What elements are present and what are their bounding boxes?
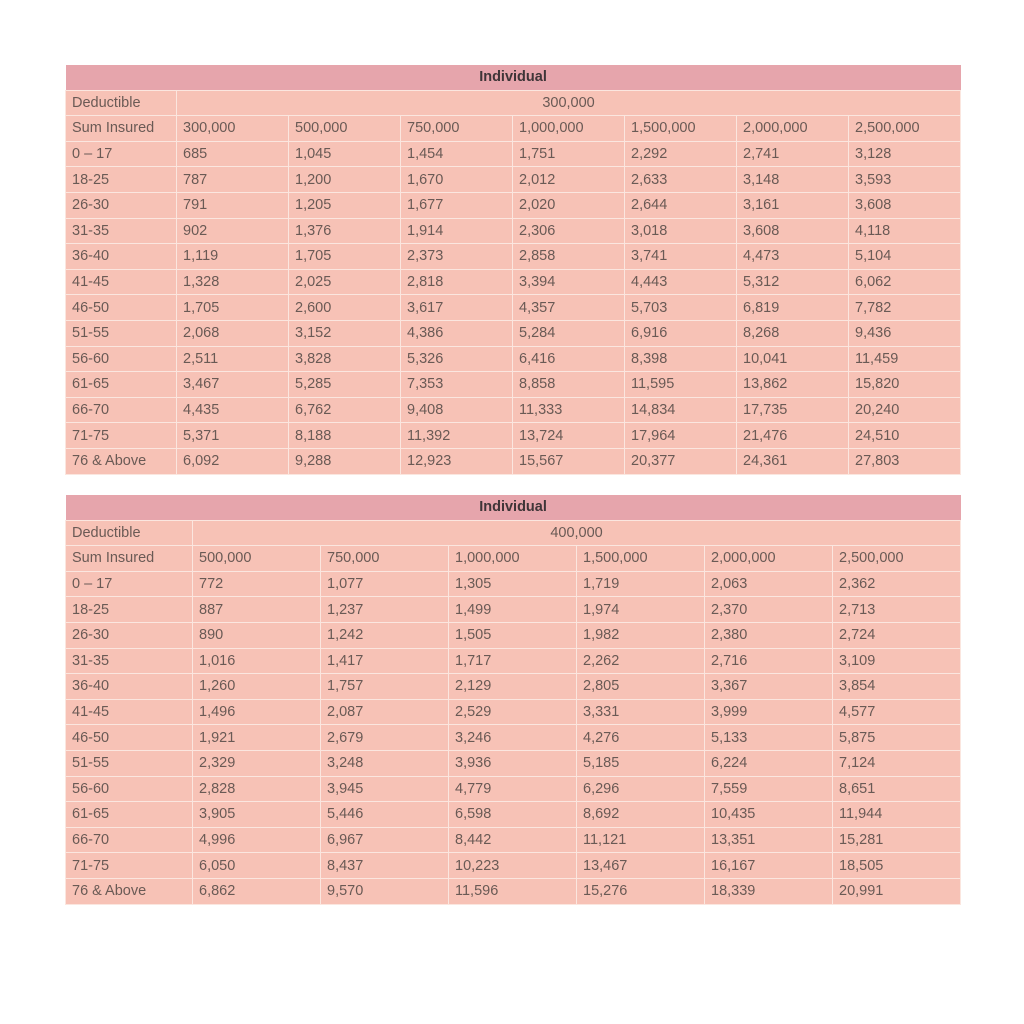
age-band-label: 61-65 <box>66 372 177 398</box>
table-row <box>66 725 961 751</box>
premium-cell: 27,803 <box>849 448 961 474</box>
premium-cell: 3,128 <box>849 141 961 167</box>
premium-cell: 3,018 <box>625 218 737 244</box>
premium-cell: 6,092 <box>177 448 289 474</box>
premium-cell: 2,380 <box>705 622 833 648</box>
premium-cell: 11,596 <box>449 878 577 904</box>
premium-cell: 1,016 <box>193 648 321 674</box>
age-band-label: 51-55 <box>66 750 193 776</box>
premium-cell: 4,357 <box>513 295 625 321</box>
premium-cell: 8,858 <box>513 372 625 398</box>
premium-cell: 5,326 <box>401 346 513 372</box>
premium-cell: 9,570 <box>321 878 449 904</box>
table-row <box>66 295 961 321</box>
sum-insured-header: 500,000 <box>289 116 401 142</box>
premium-cell: 5,133 <box>705 725 833 751</box>
table-row <box>66 648 961 674</box>
table-row <box>66 346 961 372</box>
premium-cell: 2,306 <box>513 218 625 244</box>
premium-cell: 1,705 <box>177 295 289 321</box>
premium-cell: 18,339 <box>705 878 833 904</box>
age-band-label: 66-70 <box>66 827 193 853</box>
premium-cell: 1,237 <box>321 597 449 623</box>
premium-cell: 2,679 <box>321 725 449 751</box>
deductible-value: 300,000 <box>177 90 961 116</box>
premium-cell: 890 <box>193 622 321 648</box>
premium-cell: 11,944 <box>833 802 961 828</box>
premium-cell: 6,062 <box>849 269 961 295</box>
premium-cell: 3,593 <box>849 167 961 193</box>
table-row <box>66 397 961 423</box>
premium-cell: 7,353 <box>401 372 513 398</box>
premium-cell: 1,260 <box>193 674 321 700</box>
premium-cell: 14,834 <box>625 397 737 423</box>
premium-table-deductible-300000 <box>65 65 961 475</box>
table-row <box>66 827 961 853</box>
premium-cell: 791 <box>177 192 289 218</box>
premium-cell: 2,129 <box>449 674 577 700</box>
premium-cell: 9,408 <box>401 397 513 423</box>
premium-cell: 3,246 <box>449 725 577 751</box>
premium-cell: 2,370 <box>705 597 833 623</box>
premium-cell: 10,041 <box>737 346 849 372</box>
premium-cell: 2,012 <box>513 167 625 193</box>
age-band-label: 66-70 <box>66 397 177 423</box>
premium-cell: 5,875 <box>833 725 961 751</box>
premium-cell: 5,371 <box>177 423 289 449</box>
age-band-label: 31-35 <box>66 648 193 674</box>
premium-cell: 15,281 <box>833 827 961 853</box>
age-band-label: 76 & Above <box>66 878 193 904</box>
premium-cell: 5,185 <box>577 750 705 776</box>
age-band-label: 71-75 <box>66 423 177 449</box>
premium-cell: 3,161 <box>737 192 849 218</box>
premium-cell: 6,598 <box>449 802 577 828</box>
sum-insured-header: 2,500,000 <box>833 546 961 572</box>
premium-cell: 4,386 <box>401 320 513 346</box>
premium-cell: 2,087 <box>321 699 449 725</box>
deductible-label: Deductible <box>66 520 193 546</box>
premium-cell: 8,268 <box>737 320 849 346</box>
premium-cell: 13,351 <box>705 827 833 853</box>
premium-cell: 6,916 <box>625 320 737 346</box>
premium-cell: 11,121 <box>577 827 705 853</box>
table-row <box>66 192 961 218</box>
premium-cell: 5,703 <box>625 295 737 321</box>
age-band-label: 41-45 <box>66 699 193 725</box>
premium-cell: 2,716 <box>705 648 833 674</box>
premium-cell: 3,467 <box>177 372 289 398</box>
premium-cell: 2,741 <box>737 141 849 167</box>
age-band-label: 51-55 <box>66 320 177 346</box>
premium-cell: 6,862 <box>193 878 321 904</box>
premium-cell: 20,240 <box>849 397 961 423</box>
premium-cell: 685 <box>177 141 289 167</box>
premium-cell: 1,719 <box>577 571 705 597</box>
premium-cell: 3,999 <box>705 699 833 725</box>
premium-cell: 3,608 <box>737 218 849 244</box>
premium-cell: 902 <box>177 218 289 244</box>
age-band-label: 0 – 17 <box>66 141 177 167</box>
premium-cell: 6,296 <box>577 776 705 802</box>
premium-cell: 13,862 <box>737 372 849 398</box>
premium-cell: 2,292 <box>625 141 737 167</box>
table-row <box>66 372 961 398</box>
premium-cell: 1,717 <box>449 648 577 674</box>
premium-cell: 13,724 <box>513 423 625 449</box>
premium-cell: 1,921 <box>193 725 321 751</box>
age-band-label: 76 & Above <box>66 448 177 474</box>
premium-cell: 2,373 <box>401 244 513 270</box>
premium-cell: 1,914 <box>401 218 513 244</box>
premium-cell: 6,416 <box>513 346 625 372</box>
premium-cell: 2,362 <box>833 571 961 597</box>
premium-cell: 24,361 <box>737 448 849 474</box>
premium-cell: 4,435 <box>177 397 289 423</box>
premium-cell: 2,262 <box>577 648 705 674</box>
premium-cell: 11,392 <box>401 423 513 449</box>
premium-cell: 2,063 <box>705 571 833 597</box>
premium-cell: 7,559 <box>705 776 833 802</box>
age-band-label: 71-75 <box>66 853 193 879</box>
premium-cell: 4,118 <box>849 218 961 244</box>
premium-cell: 3,152 <box>289 320 401 346</box>
premium-cell: 3,741 <box>625 244 737 270</box>
premium-cell: 3,248 <box>321 750 449 776</box>
premium-cell: 3,617 <box>401 295 513 321</box>
table-row <box>66 802 961 828</box>
deductible-value: 400,000 <box>193 520 961 546</box>
sum-insured-header: 750,000 <box>401 116 513 142</box>
premium-cell: 4,996 <box>193 827 321 853</box>
table-row <box>66 776 961 802</box>
sum-insured-header: 1,500,000 <box>577 546 705 572</box>
table-row <box>66 141 961 167</box>
table-row <box>66 597 961 623</box>
premium-cell: 2,020 <box>513 192 625 218</box>
premium-cell: 3,608 <box>849 192 961 218</box>
premium-cell: 8,442 <box>449 827 577 853</box>
premium-cell: 8,437 <box>321 853 449 879</box>
premium-cell: 3,936 <box>449 750 577 776</box>
premium-cell: 1,454 <box>401 141 513 167</box>
sum-insured-row <box>66 546 961 572</box>
table-row <box>66 853 961 879</box>
sum-insured-row <box>66 116 961 142</box>
premium-cell: 1,119 <box>177 244 289 270</box>
premium-cell: 2,633 <box>625 167 737 193</box>
premium-cell: 2,858 <box>513 244 625 270</box>
age-band-label: 46-50 <box>66 725 193 751</box>
table-row <box>66 244 961 270</box>
table-title: Individual <box>66 65 961 90</box>
premium-cell: 10,223 <box>449 853 577 879</box>
premium-cell: 20,991 <box>833 878 961 904</box>
premium-cell: 1,077 <box>321 571 449 597</box>
premium-cell: 2,805 <box>577 674 705 700</box>
premium-cell: 13,467 <box>577 853 705 879</box>
premium-cell: 1,417 <box>321 648 449 674</box>
age-band-label: 36-40 <box>66 244 177 270</box>
sum-insured-header: 1,000,000 <box>513 116 625 142</box>
table-row <box>66 622 961 648</box>
premium-cell: 15,820 <box>849 372 961 398</box>
deductible-row <box>66 520 961 546</box>
premium-cell: 11,333 <box>513 397 625 423</box>
premium-cell: 1,200 <box>289 167 401 193</box>
premium-cell: 787 <box>177 167 289 193</box>
premium-cell: 24,510 <box>849 423 961 449</box>
table-row <box>66 571 961 597</box>
premium-cell: 887 <box>193 597 321 623</box>
deductible-label: Deductible <box>66 90 177 116</box>
table-row <box>66 750 961 776</box>
premium-cell: 3,945 <box>321 776 449 802</box>
premium-cell: 3,331 <box>577 699 705 725</box>
premium-cell: 21,476 <box>737 423 849 449</box>
premium-cell: 6,819 <box>737 295 849 321</box>
premium-cell: 4,473 <box>737 244 849 270</box>
premium-cell: 2,329 <box>193 750 321 776</box>
premium-cell: 1,677 <box>401 192 513 218</box>
age-band-label: 61-65 <box>66 802 193 828</box>
table-row <box>66 320 961 346</box>
age-band-label: 31-35 <box>66 218 177 244</box>
table-title: Individual <box>66 495 961 520</box>
premium-cell: 1,974 <box>577 597 705 623</box>
premium-cell: 16,167 <box>705 853 833 879</box>
premium-cell: 6,967 <box>321 827 449 853</box>
premium-cell: 7,124 <box>833 750 961 776</box>
premium-cell: 15,567 <box>513 448 625 474</box>
premium-cell: 4,577 <box>833 699 961 725</box>
premium-cell: 2,828 <box>193 776 321 802</box>
premium-cell: 2,529 <box>449 699 577 725</box>
premium-cell: 2,511 <box>177 346 289 372</box>
table-row <box>66 167 961 193</box>
table-row <box>66 269 961 295</box>
sum-insured-header: 2,500,000 <box>849 116 961 142</box>
premium-cell: 6,050 <box>193 853 321 879</box>
premium-cell: 1,982 <box>577 622 705 648</box>
age-band-label: 18-25 <box>66 167 177 193</box>
table-row <box>66 423 961 449</box>
premium-cell: 2,068 <box>177 320 289 346</box>
premium-cell: 1,751 <box>513 141 625 167</box>
sum-insured-header: 300,000 <box>177 116 289 142</box>
premium-cell: 5,284 <box>513 320 625 346</box>
premium-cell: 5,312 <box>737 269 849 295</box>
sum-insured-header: 2,000,000 <box>705 546 833 572</box>
age-band-label: 56-60 <box>66 776 193 802</box>
age-band-label: 26-30 <box>66 192 177 218</box>
table-title-row <box>66 495 961 520</box>
premium-cell: 2,818 <box>401 269 513 295</box>
sum-insured-header: 1,000,000 <box>449 546 577 572</box>
premium-cell: 1,670 <box>401 167 513 193</box>
age-band-label: 56-60 <box>66 346 177 372</box>
table-row <box>66 674 961 700</box>
sum-insured-label: Sum Insured <box>66 116 177 142</box>
table-row <box>66 448 961 474</box>
sum-insured-header: 500,000 <box>193 546 321 572</box>
premium-cell: 9,436 <box>849 320 961 346</box>
age-band-label: 26-30 <box>66 622 193 648</box>
premium-cell: 3,854 <box>833 674 961 700</box>
premium-cell: 4,779 <box>449 776 577 802</box>
premium-cell: 5,285 <box>289 372 401 398</box>
premium-cell: 7,782 <box>849 295 961 321</box>
premium-cell: 1,305 <box>449 571 577 597</box>
premium-cell: 1,205 <box>289 192 401 218</box>
premium-cell: 3,394 <box>513 269 625 295</box>
age-band-label: 36-40 <box>66 674 193 700</box>
table-body <box>66 495 961 904</box>
sum-insured-label: Sum Insured <box>66 546 193 572</box>
table-row <box>66 699 961 725</box>
sum-insured-header: 2,000,000 <box>737 116 849 142</box>
premium-cell: 1,705 <box>289 244 401 270</box>
premium-cell: 1,499 <box>449 597 577 623</box>
premium-cell: 8,651 <box>833 776 961 802</box>
premium-cell: 1,496 <box>193 699 321 725</box>
premium-cell: 3,828 <box>289 346 401 372</box>
premium-cell: 18,505 <box>833 853 961 879</box>
premium-cell: 3,905 <box>193 802 321 828</box>
premium-cell: 2,724 <box>833 622 961 648</box>
premium-cell: 6,762 <box>289 397 401 423</box>
age-band-label: 18-25 <box>66 597 193 623</box>
premium-cell: 4,443 <box>625 269 737 295</box>
premium-cell: 4,276 <box>577 725 705 751</box>
age-band-label: 0 – 17 <box>66 571 193 597</box>
premium-cell: 8,692 <box>577 802 705 828</box>
sum-insured-header: 750,000 <box>321 546 449 572</box>
table-row <box>66 878 961 904</box>
premium-cell: 1,328 <box>177 269 289 295</box>
premium-cell: 1,045 <box>289 141 401 167</box>
premium-cell: 11,595 <box>625 372 737 398</box>
premium-cell: 2,025 <box>289 269 401 295</box>
premium-cell: 17,735 <box>737 397 849 423</box>
table-body <box>66 65 961 474</box>
premium-cell: 772 <box>193 571 321 597</box>
premium-cell: 3,109 <box>833 648 961 674</box>
premium-cell: 11,459 <box>849 346 961 372</box>
age-band-label: 41-45 <box>66 269 177 295</box>
premium-cell: 8,398 <box>625 346 737 372</box>
premium-cell: 6,224 <box>705 750 833 776</box>
premium-cell: 10,435 <box>705 802 833 828</box>
premium-cell: 1,242 <box>321 622 449 648</box>
premium-cell: 3,367 <box>705 674 833 700</box>
table-title-row <box>66 65 961 90</box>
premium-table-deductible-400000 <box>65 495 961 905</box>
premium-cell: 1,505 <box>449 622 577 648</box>
premium-cell: 1,376 <box>289 218 401 244</box>
table-row <box>66 218 961 244</box>
premium-cell: 2,600 <box>289 295 401 321</box>
deductible-row <box>66 90 961 116</box>
sum-insured-header: 1,500,000 <box>625 116 737 142</box>
premium-cell: 2,713 <box>833 597 961 623</box>
premium-cell: 1,757 <box>321 674 449 700</box>
premium-cell: 12,923 <box>401 448 513 474</box>
premium-cell: 9,288 <box>289 448 401 474</box>
premium-cell: 8,188 <box>289 423 401 449</box>
premium-cell: 5,104 <box>849 244 961 270</box>
premium-cell: 3,148 <box>737 167 849 193</box>
premium-cell: 15,276 <box>577 878 705 904</box>
premium-cell: 17,964 <box>625 423 737 449</box>
age-band-label: 46-50 <box>66 295 177 321</box>
premium-cell: 2,644 <box>625 192 737 218</box>
premium-cell: 5,446 <box>321 802 449 828</box>
premium-cell: 20,377 <box>625 448 737 474</box>
